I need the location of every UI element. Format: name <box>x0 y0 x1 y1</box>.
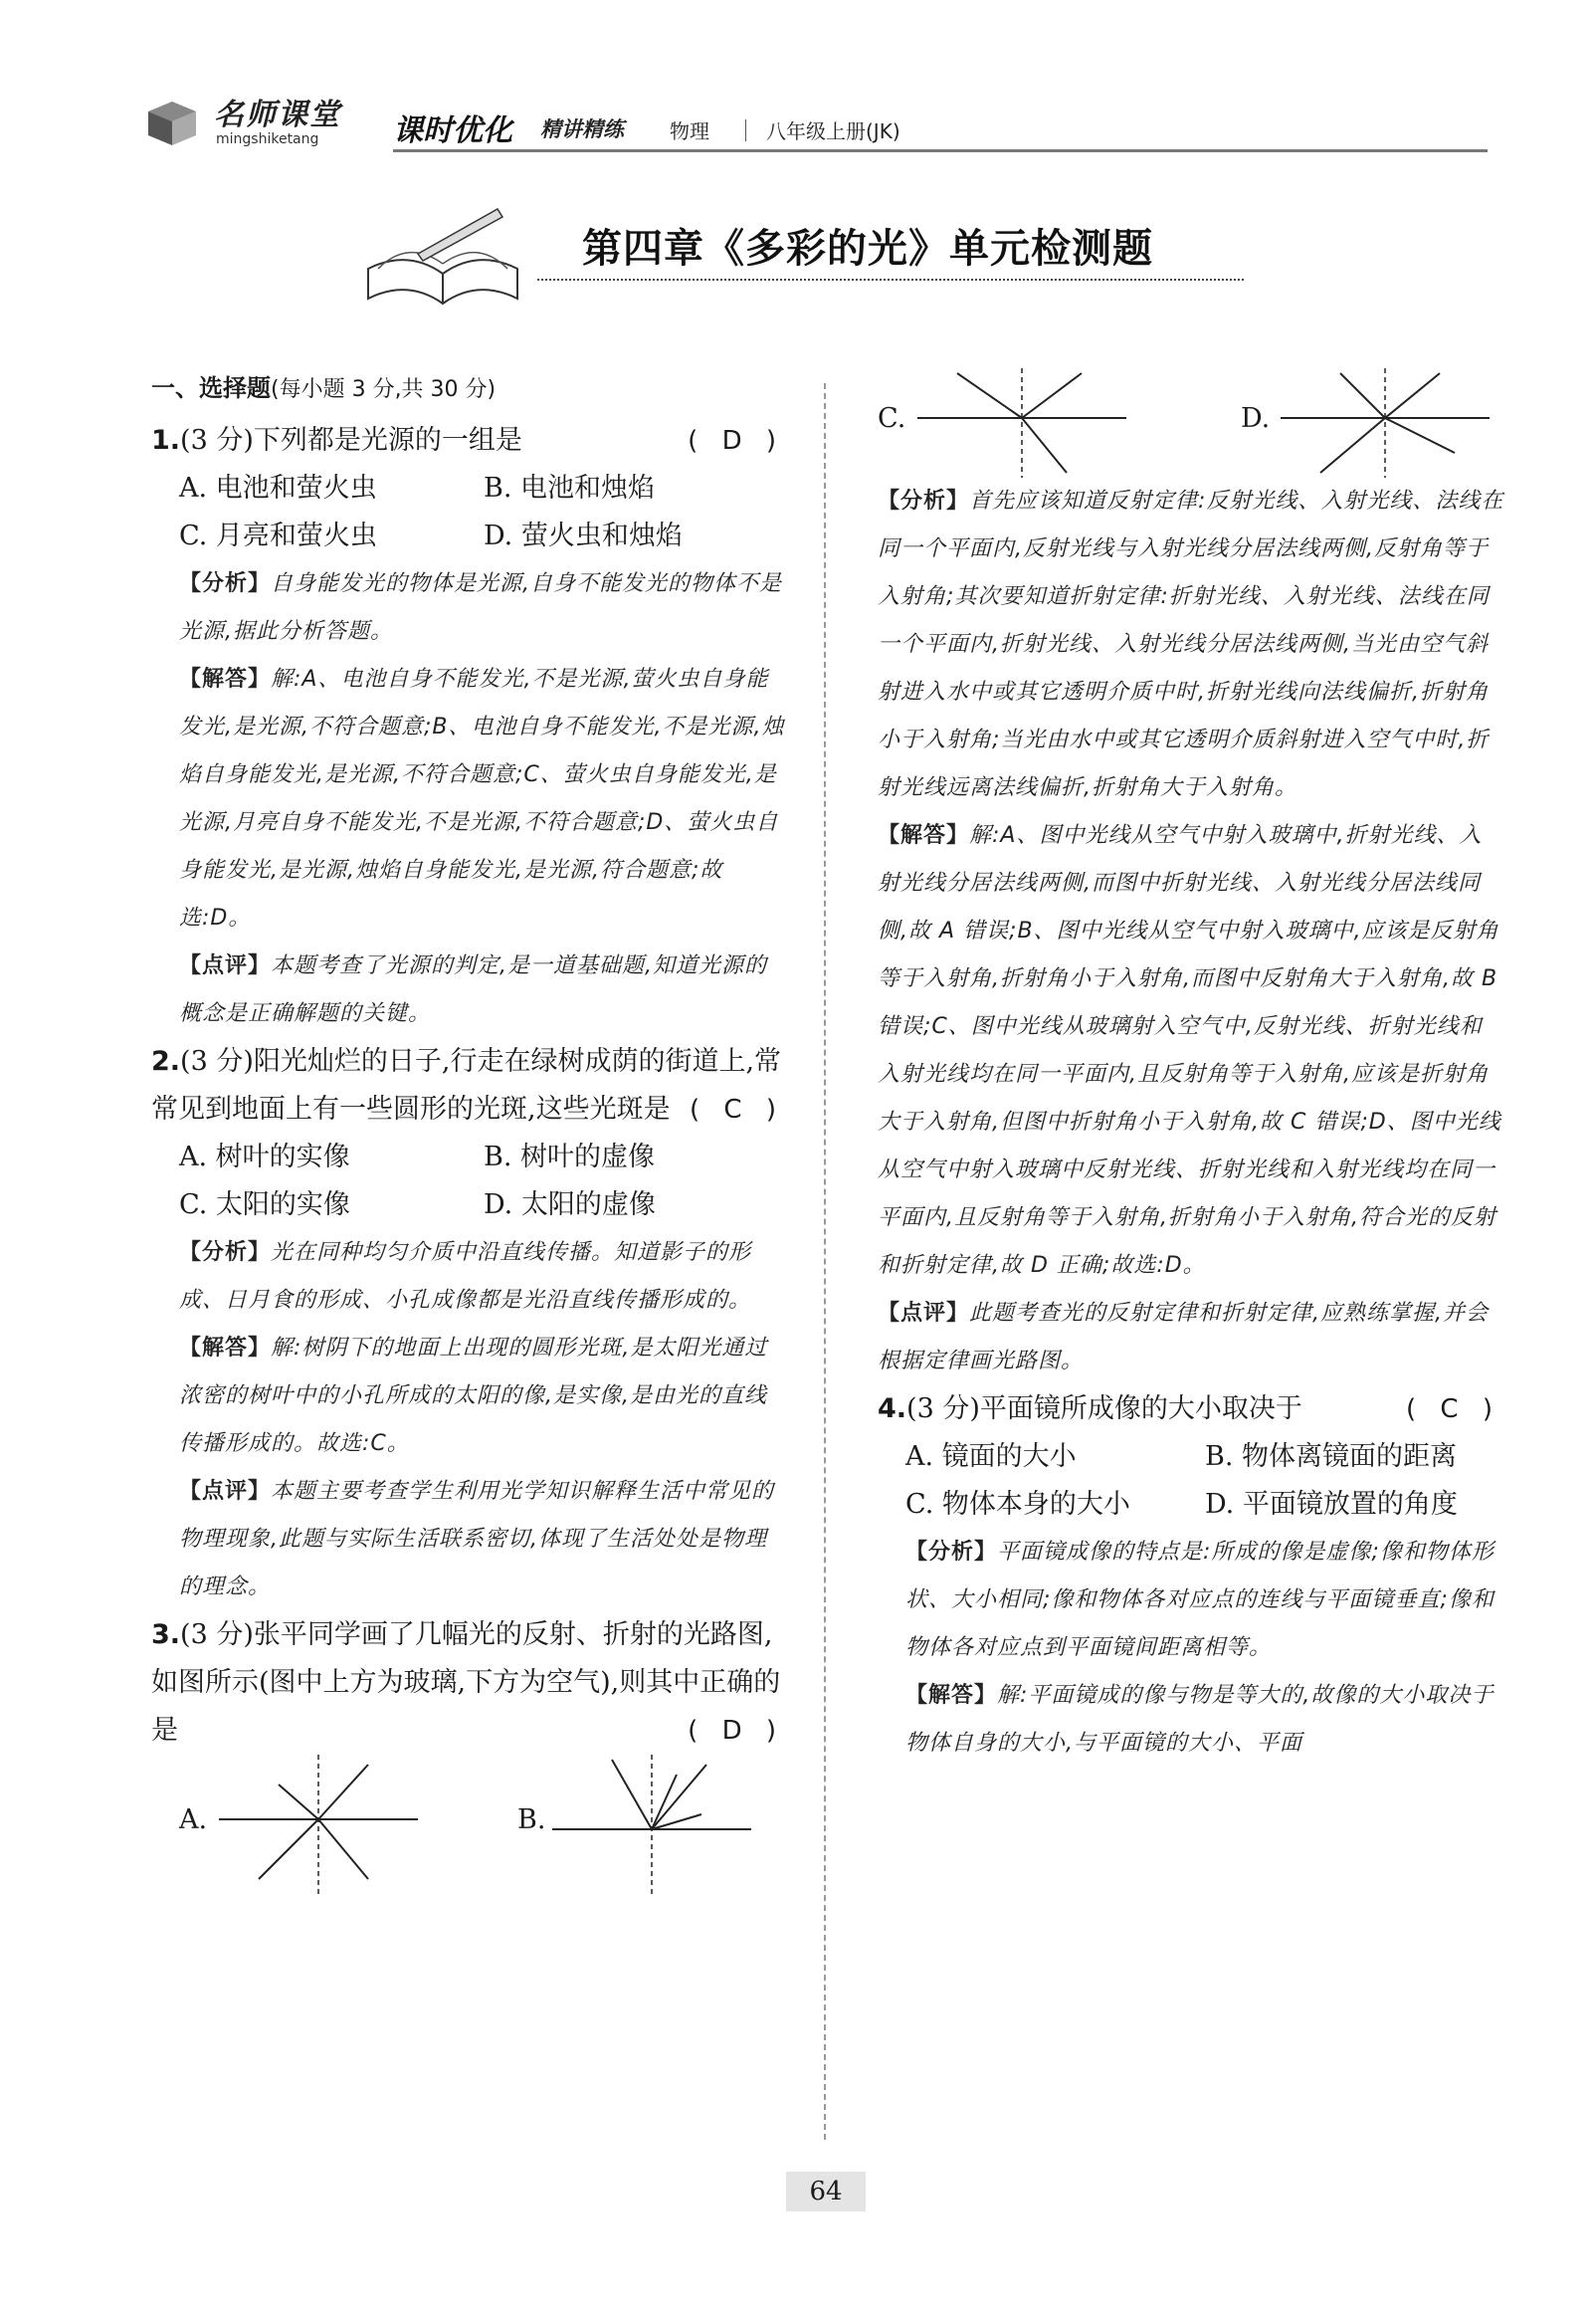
question-stem: (3 分)下列都是光源的一组是 <box>180 425 522 456</box>
option: A. 树叶的实像 <box>179 1142 350 1172</box>
option: C. 太阳的实像 <box>179 1189 350 1220</box>
analysis: 【分析】光在同种均匀介质中沿直线传播。知道影子的形成、日月食的形成、小孔成像都是光沿直线传播形成的。 <box>179 1240 752 1313</box>
option: D. 萤火虫和烛焰 <box>484 521 683 551</box>
brand-name: 名师课堂 <box>214 98 341 132</box>
analysis: 【分析】平面镜成像的特点是:所成的像是虚像;像和物体形状、大小相同;像和物体各对应点的连线与平面镜垂直;像和物体各对应点到平面镜间距离相等。 <box>905 1540 1495 1660</box>
answer-mark: ( D ) <box>688 426 784 456</box>
header-rule <box>393 149 1488 152</box>
question-number: 4. <box>878 1393 907 1424</box>
question-number: 3. <box>151 1619 181 1650</box>
page-title: 第四章《多彩的光》单元检测题 <box>582 226 1153 272</box>
option: C. 月亮和萤火虫 <box>179 521 377 551</box>
title-underline <box>537 279 1244 281</box>
light-path-figure-d <box>1281 368 1490 478</box>
solution: 【解答】解:A、图中光线从空气中射入玻璃中,折射光线、入射光线分居法线两侧,而图中折射光线、入射光线分居法线同侧,故 A 错误;B、图中光线从空气中射入玻璃中,应该是反射角等于入射角,折射角小于入射角,而图中反射角大于入射角,故 B 错误;C、图中光线从玻璃射入空气中,反射光线、折射光线和入射光线均在同一平面内,且反射角等于入射角,应该是折射角大于入射角,但图中折射角小于入射角,故 C 错误;D、图中光线从空气中射入玻璃中反射光线、折射光线和入射光线均在同一平面内,且反射角等于入射角,折射角小于入射角,符合光的反射和折射定律,故 D 正确;故选:D。 <box>878 823 1501 1278</box>
option: B. 树叶的虚像 <box>484 1142 656 1172</box>
light-path-figure-c <box>917 368 1126 478</box>
question-number: 1. <box>151 425 181 456</box>
comment: 【点评】本题主要考查学生利用光学知识解释生活中常见的物理现象,此题与实际生活联系密切,体现了生活处处是物理的理念。 <box>179 1479 775 1599</box>
header-separator <box>745 119 746 141</box>
option: D. 太阳的虚像 <box>484 1189 656 1220</box>
grade-label: 八年级上册(JK) <box>766 119 900 143</box>
question-stem: (3 分)张平同学画了几幅光的反射、折射的光路图,如图所示(图中上方为玻璃,下方为空气),则其中正确的是 <box>151 1619 781 1746</box>
open-book-icon <box>358 199 527 309</box>
right-column <box>878 368 1504 1768</box>
cube-logo-icon <box>144 98 200 147</box>
page-header <box>144 88 1488 157</box>
question-stem: (3 分)阳光灿烂的日子,行走在绿树成荫的街道上,常常见到地面上有一些圆形的光斑,这些光斑是 <box>151 1046 782 1125</box>
question-1 <box>151 417 788 465</box>
question-number: 2. <box>151 1046 181 1077</box>
figure-label: C. <box>878 403 906 434</box>
answer-mark: ( D ) <box>688 1716 784 1746</box>
option: A. 电池和萤火虫 <box>179 473 377 504</box>
left-column <box>151 368 788 1894</box>
light-path-figure-b <box>552 1755 751 1894</box>
options <box>878 1433 1504 1529</box>
option: A. 镜面的大小 <box>905 1441 1077 1472</box>
option: D. 平面镜放置的角度 <box>1205 1489 1458 1520</box>
question-2 <box>151 1038 788 1134</box>
answer-mark: ( C ) <box>690 1095 784 1125</box>
answer-mark: ( C ) <box>1406 1394 1500 1424</box>
question-4 <box>878 1385 1504 1433</box>
brand-pinyin: mingshiketang <box>216 131 319 147</box>
solution: 【解答】解:树阴下的地面上出现的圆形光斑,是太阳光通过浓密的树叶中的小孔所成的太阳的像,是实像,是由光的直线传播形成的。故选:C。 <box>179 1336 768 1456</box>
figure-label: D. <box>1241 403 1271 434</box>
figure-label: A. <box>179 1804 208 1835</box>
subject-label: 物理 <box>670 119 709 143</box>
solution: 【解答】解:平面镜成的像与物是等大的,故像的大小取决于物体自身的大小,与平面镜的大小、平面 <box>905 1683 1495 1756</box>
solution: 【解答】解:A、电池自身不能发光,不是光源,萤火虫自身能发光,是光源,不符合题意;B、电池自身不能发光,不是光源,烛焰自身能发光,是光源,不符合题意;C、萤火虫自身能发光,是光源,月亮自身不能发光,不是光源,不符合题意;D、萤火虫自身能发光,是光源,烛焰自身能发光,是光源,符合题意;故选:D。 <box>179 667 785 931</box>
option: B. 物体离镜面的距离 <box>1205 1441 1458 1472</box>
option: C. 物体本身的大小 <box>905 1489 1130 1520</box>
series-subtitle: 精讲精练 <box>540 117 624 141</box>
options <box>151 1134 788 1229</box>
section-heading: 一、选择题(每小题 3 分,共 30 分) <box>151 374 497 402</box>
figure-row-ab <box>179 1755 788 1894</box>
question-stem: (3 分)平面镜所成像的大小取决于 <box>906 1393 1302 1424</box>
analysis: 【分析】自身能发光的物体是光源,自身不能发光的物体不是光源,据此分析答题。 <box>179 571 783 644</box>
series-name: 课时优化 <box>393 113 512 148</box>
light-path-figure-a <box>219 1755 418 1894</box>
option: B. 电池和烛焰 <box>484 473 656 504</box>
comment: 【点评】本题考查了光源的判定,是一道基础题,知道光源的概念是正确解题的关键。 <box>179 953 768 1026</box>
column-divider <box>824 383 826 2140</box>
figure-row-cd <box>878 368 1504 478</box>
figure-label: B. <box>517 1804 546 1835</box>
chapter-title-block <box>358 199 1303 309</box>
options <box>151 465 788 560</box>
analysis: 【分析】首先应该知道反射定律:反射光线、入射光线、法线在同一个平面内,反射光线与入射光线分居法线两侧,反射角等于入射角;其次要知道折射定律:折射光线、入射光线、法线在同一个平面内,折射光线、入射光线分居法线两侧,当光由空气斜射进入水中或其它透明介质中时,折射光线向法线偏折,折射角小于入射角;当光由水中或其它透明介质斜射进入空气中时,折射光线远离法线偏折,折射角大于入射角。 <box>878 489 1504 800</box>
page-number: 64 <box>786 2172 866 2211</box>
comment: 【点评】此题考查光的反射定律和折射定律,应熟练掌握,并会根据定律画光路图。 <box>878 1301 1490 1373</box>
question-3 <box>151 1611 788 1755</box>
